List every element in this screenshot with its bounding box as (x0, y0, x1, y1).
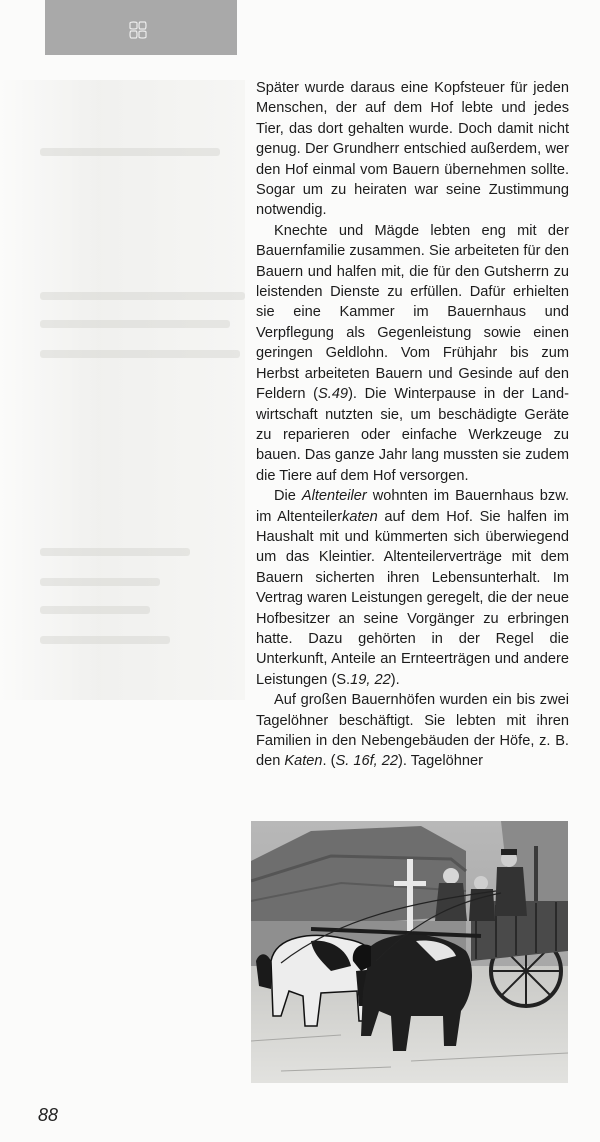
italic-run: Altenteiler (301, 488, 367, 505)
paragraph (256, 221, 569, 486)
text-run: ). Die Winterpause in der Landwirtschaft nutzten sie, um beschädigte Geräte zu reparieren oder einfache Werkzeuge zu bauen. Das ganze Jahr lang mussten sie zudem die Tiere auf dem Hof versorgen. (256, 386, 569, 484)
text-run: ). Tagelöhner (398, 753, 483, 770)
text-run: wohnten im Bauernhaus bzw. im Altenteiler (256, 488, 569, 525)
quatrefoil-icon (129, 21, 147, 39)
text-run: Die (274, 488, 302, 505)
bleed-through-mark (40, 578, 160, 586)
paragraph (256, 486, 569, 690)
bleed-through-mark (40, 148, 220, 156)
text-run: Auf großen Bauernhöfen wurden ein bis zwei Tagelöhner beschäftigt. Sie lebten mit ihren Familien in den Nebengebäuden der Höfe, z. B. den (256, 692, 569, 770)
body-text (256, 78, 569, 772)
text-run: Knechte und Mägde lebten eng mit der Bauernfamilie zusammen. Sie arbeiteten für den Bauern und halfen mit, die für den Gutsherrn zu leistenden Dienste zu erfüllen. Dafür erhielten sie eine Kammer im Bauernhaus und Verpflegung als Gegenleistung sowie einen geringen Geldlohn. Vom Frühjahr bis zum Herbst arbeiteten Bauern und Gesinde auf den Feldern ( (256, 222, 569, 403)
text-run: . ( (322, 753, 336, 770)
paragraph (256, 78, 569, 221)
italic-run: S.49 (318, 386, 349, 403)
bleed-through-mark (40, 320, 230, 328)
page-number: 88 (38, 1105, 59, 1125)
text-run: Später wurde daraus eine Kopfsteuer für jeden Menschen, der auf dem Hof lebte und jedes Tier, das dort gehalten wurde. Doch damit nicht genug. Der Grundherr entschied außerdem, wer den Hof einmal vom Bauern übernehmen sollte. Sogar um zu heiraten war seine Zustimmung notwendig. (256, 80, 569, 219)
bleed-through-mark (40, 292, 245, 300)
italic-run: 19, 22 (350, 671, 391, 688)
bleed-through-mark (40, 350, 240, 358)
oxen-cart-photo (251, 821, 568, 1083)
text-run: auf dem Hof. Sie halfen im Haushalt mit und kümmerten sich überwiegend um das Kleintier. Altenteilerverträge mit dem Bauern sicherten ihren Lebensunterhalt. Im Vertrag waren Leistungen geregelt, die der neue Hofbesitzer an seine Vorgänger zu erbringen hatte. Dazu gehörten in der Regel die Unterkunft, Anteile an Ernteerträgen und andere Leistungen (S. (256, 508, 569, 688)
bleed-through-mark (40, 548, 190, 556)
paragraph (256, 690, 569, 772)
italic-run: katen (342, 508, 378, 525)
italic-run: S. 16f, 22 (335, 753, 399, 770)
bleed-through-mark (40, 636, 170, 644)
text-run: ). (390, 671, 400, 688)
bleed-through-mark (40, 606, 150, 614)
italic-run: Katen (284, 753, 323, 770)
header-bar (45, 0, 237, 55)
